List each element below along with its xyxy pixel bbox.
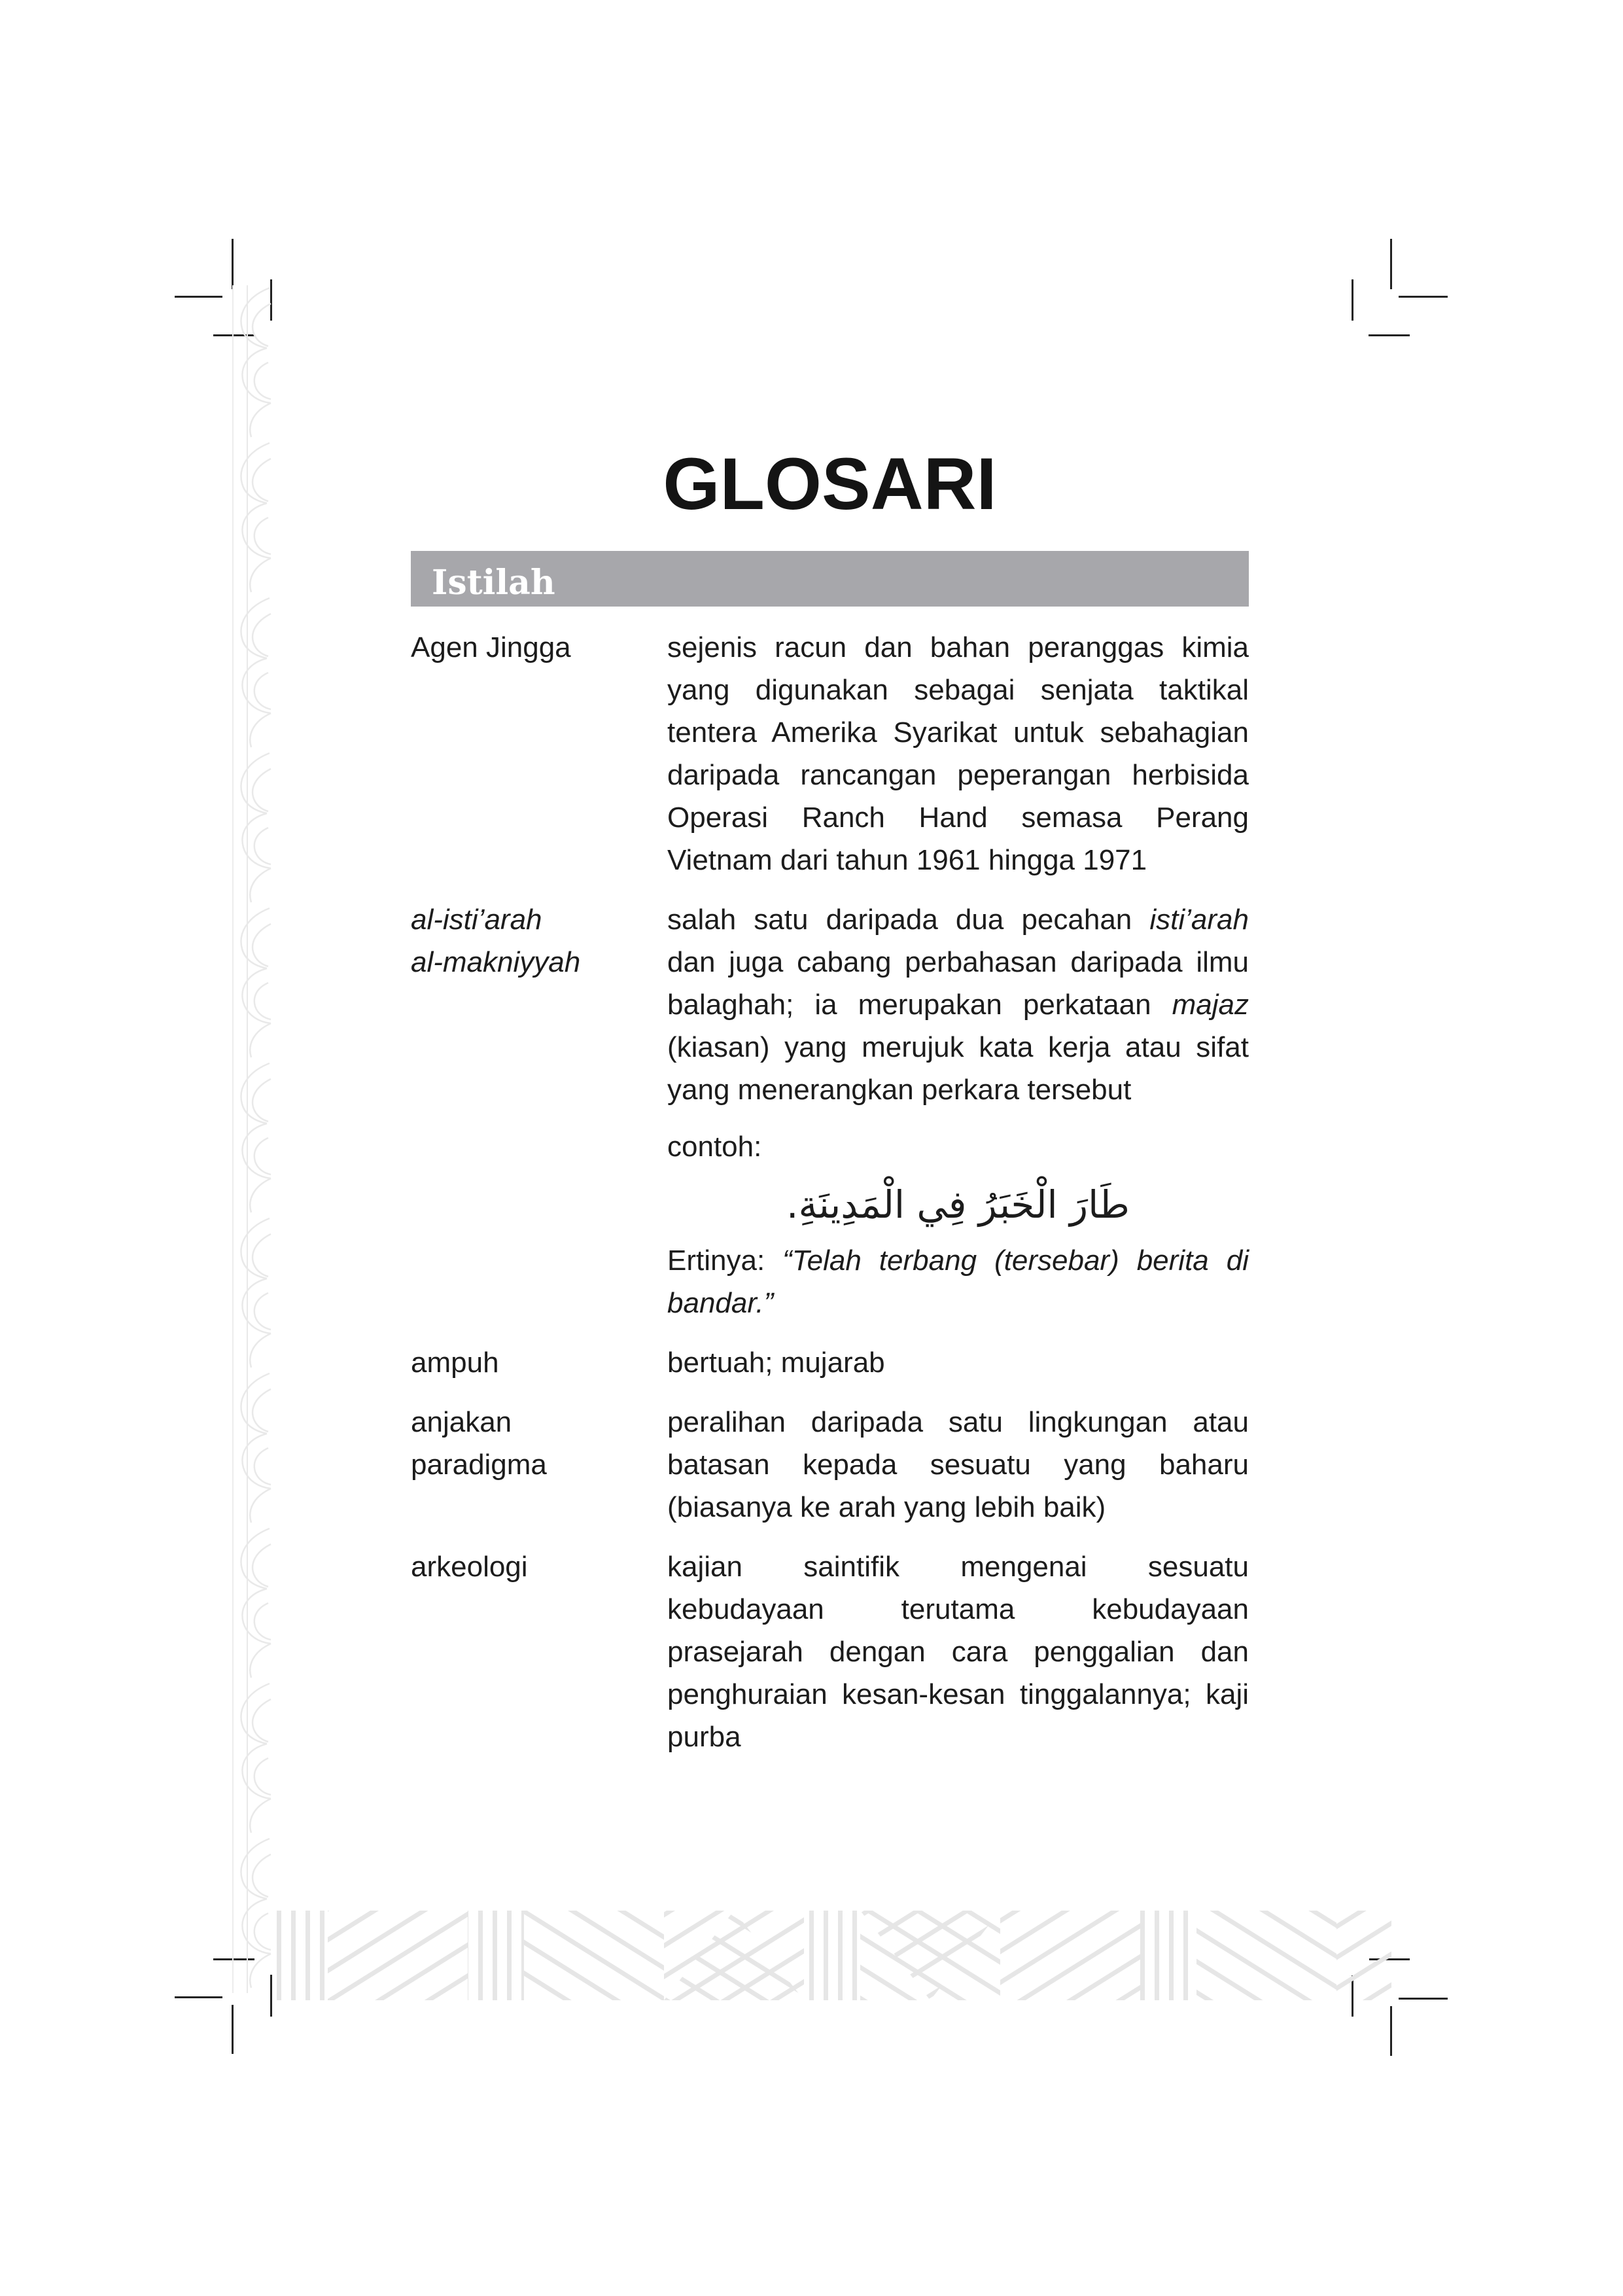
- crop-mark: [1390, 2006, 1392, 2056]
- definition-cell: [667, 1545, 1249, 1758]
- term-line: al-isti’arah: [411, 904, 542, 936]
- glossary-entry: [411, 1401, 1249, 1528]
- term-line: al-makniyyah: [411, 946, 581, 978]
- crop-mark: [1369, 334, 1410, 336]
- term-cell: [411, 1341, 667, 1384]
- definition-cell: [667, 1401, 1249, 1528]
- term-cell: [411, 1401, 667, 1528]
- term-cell: [411, 1545, 667, 1758]
- crop-mark: [1390, 239, 1392, 289]
- definition-cell: [667, 1341, 1249, 1384]
- crop-mark: [1399, 296, 1448, 298]
- term-line: Agen Jingga: [411, 631, 571, 663]
- crop-mark: [1352, 279, 1353, 321]
- definition-paragraph: kajian saintifik mengenai sesuatu kebudayaan terutama kebudayaan prasejarah dengan cara penggalian dan penghuraian kesan-kesan tinggalannya; kaji purba: [667, 1551, 1249, 1753]
- glossary-entry: [411, 1341, 1249, 1384]
- definition-paragraph: peralihan daripada satu lingkungan atau batasan kepada sesuatu yang baharu (biasanya ke arah yang lebih baik): [667, 1406, 1249, 1523]
- definition-paragraph: sejenis racun dan bahan peranggas kimia yang digunakan sebagai senjata taktikal tentera Amerika Syarikat untuk sebahagian daripada rancangan peperangan herbisida Operasi Ranch Hand semasa Perang Vietnam dari tahun 1961 hingga 1971: [667, 631, 1249, 876]
- arabic-example: طَارَ الْخَبَرُ فِي الْمَدِينَةِ.: [786, 1182, 1130, 1227]
- glossary-entry: [411, 626, 1249, 881]
- glossary-entry: [411, 898, 1249, 1324]
- crop-mark: [175, 296, 222, 298]
- crop-mark: [232, 2005, 234, 2054]
- crop-mark: [1399, 1998, 1448, 2000]
- page-title: GLOSARI: [663, 443, 997, 525]
- definition-paragraph: Ertinya: “Telah terbang (tersebar) berita di bandar.”: [667, 1245, 1249, 1319]
- bottom-geometric-pattern: [271, 1911, 1391, 2000]
- definition-paragraph: bertuah; mujarab: [667, 1347, 885, 1379]
- section-header-label: Istilah: [432, 563, 555, 603]
- crop-mark: [175, 1996, 222, 1998]
- glossary-entries: [411, 626, 1249, 1758]
- term-line: arkeologi: [411, 1551, 528, 1583]
- term-cell: [411, 898, 667, 1324]
- definition-cell: [667, 898, 1249, 1324]
- content-block: [411, 443, 1249, 1775]
- left-ornament-pattern: [228, 285, 273, 1993]
- glossary-entry: [411, 1545, 1249, 1758]
- term-line: ampuh: [411, 1347, 499, 1379]
- term-cell: [411, 626, 667, 881]
- crop-mark: [232, 239, 234, 289]
- section-header-bar: [411, 551, 1249, 607]
- term-line: anjakan: [411, 1406, 512, 1438]
- definition-paragraph: salah satu daripada dua pecahan isti’arah dan juga cabang perbahasan daripada ilmu balaghah; ia merupakan perkataan majaz (kiasan) yang merujuk kata kerja atau sifat yang menerangkan perkara tersebut: [667, 904, 1249, 1106]
- definition-cell: [667, 626, 1249, 881]
- example-label: contoh:: [667, 1131, 762, 1163]
- term-line: paradigma: [411, 1449, 547, 1481]
